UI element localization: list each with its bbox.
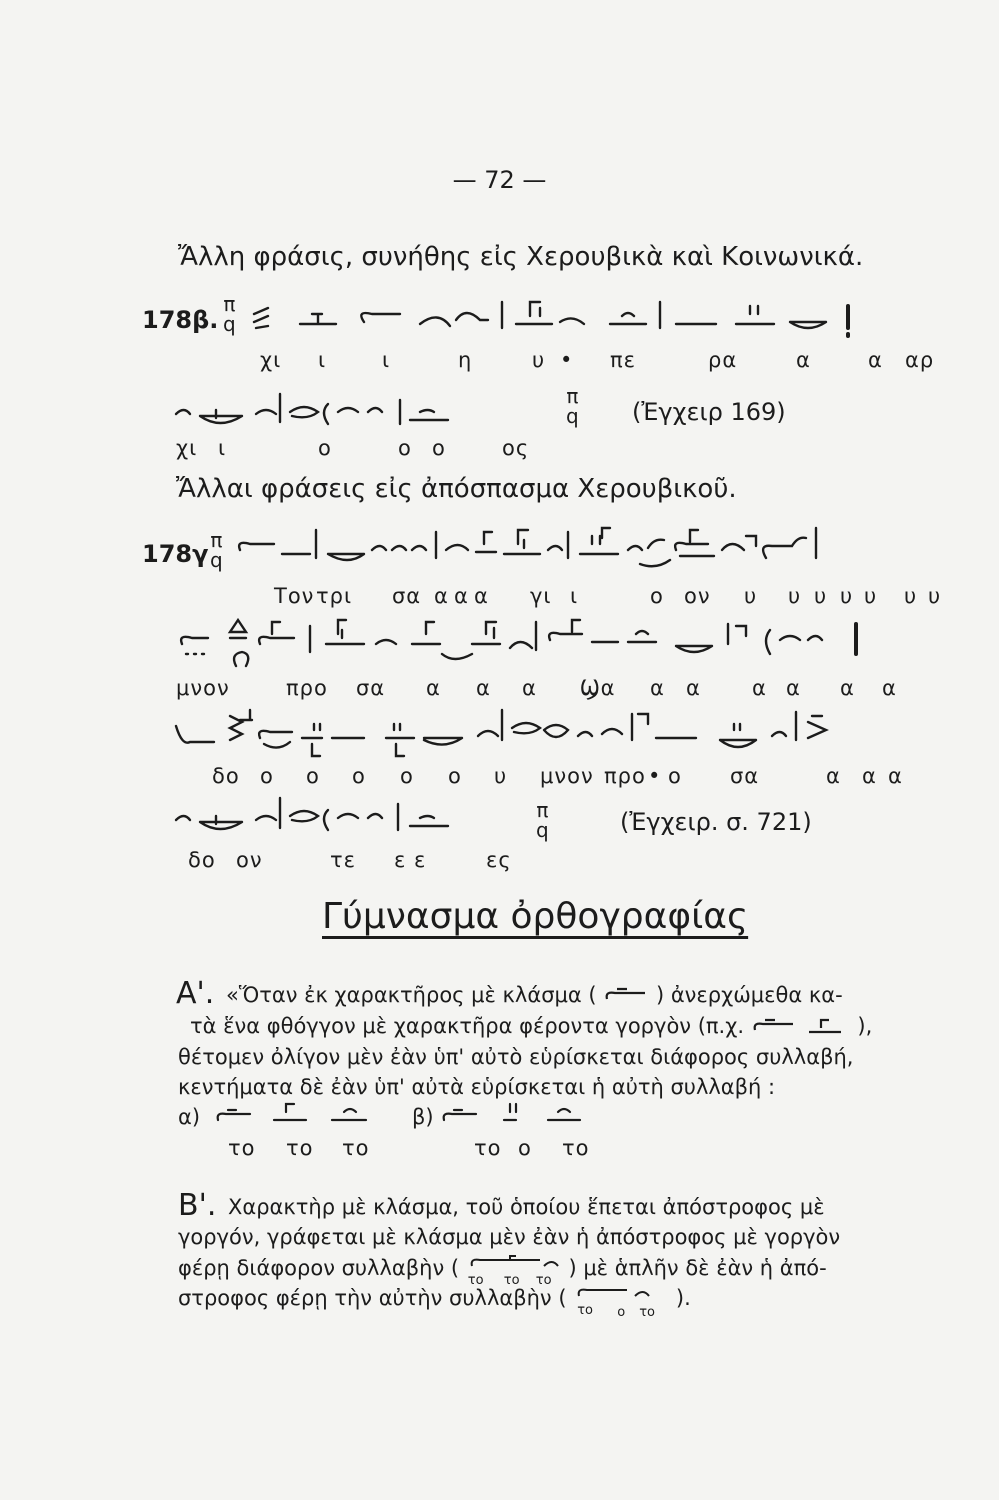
neume-mark: [324, 810, 328, 830]
syllable: χι: [176, 436, 198, 460]
neume-mark: [338, 814, 382, 818]
neume-mark: [361, 313, 400, 322]
mode-top: π: [566, 384, 579, 408]
neume-line-4: [176, 610, 936, 672]
neume-mark: [254, 308, 268, 328]
neume-mark: [410, 410, 448, 420]
inline-example-1: [466, 1254, 562, 1288]
syllable: προ: [286, 676, 328, 700]
text-segment: ).: [675, 1286, 691, 1310]
example-number-178b: 178β.: [142, 306, 219, 334]
syllable: ο: [518, 1136, 532, 1160]
syllable: ο: [352, 764, 366, 788]
syllable: το: [562, 1136, 590, 1160]
syllable: ο: [260, 764, 274, 788]
syllable: υ: [928, 584, 942, 608]
syllable: δο: [212, 764, 240, 788]
neume-mark: [274, 1104, 306, 1120]
syllable: ο: [448, 764, 462, 788]
neume-mark: [302, 724, 322, 756]
neume-mark: [176, 726, 214, 743]
syllable: α: [796, 348, 811, 372]
syllable: γι: [530, 584, 552, 608]
syllable: υ: [788, 584, 802, 608]
syllable: ρα: [708, 348, 738, 372]
mode-bottom: q: [223, 312, 236, 336]
neume-mark: [310, 620, 364, 652]
text-segment: στροφος φέρῃ τὴν αὐτὴν συλλαβὴν (: [178, 1286, 567, 1310]
neume-mark: [230, 710, 252, 740]
syllable: α: [522, 676, 537, 700]
syllable: το: [286, 1136, 314, 1160]
neume-mark: [181, 637, 208, 654]
neume-mark: [259, 731, 292, 748]
page-number: — 72 —: [452, 166, 547, 194]
reference-2: (Ἐγχειρ. σ. 721): [620, 808, 812, 836]
syllable: ο: [432, 436, 446, 460]
neume-mark: [628, 540, 670, 567]
neume-mark: [338, 408, 382, 412]
syllable: α: [786, 676, 801, 700]
syllable: ο: [398, 436, 412, 460]
neume-mark: [256, 394, 280, 422]
neume-mark: [290, 407, 318, 417]
exercise-b-line-2: γοργόν, γράφεται μὲ κλάσμα μὲν ἐὰν ἡ ἀπόστροφος μὲ γοργὸν: [178, 1225, 841, 1249]
syllable: πε: [610, 348, 636, 372]
neume-mark: [372, 546, 426, 550]
syllable: τρι: [316, 584, 353, 608]
syllable: υ: [814, 584, 828, 608]
neume-mark: [548, 532, 568, 558]
syllable: ο: [617, 1305, 626, 1320]
syllable: α: [868, 348, 883, 372]
syllable: το: [503, 1273, 520, 1288]
mode-bottom: q: [210, 548, 223, 572]
syllable: ι: [218, 436, 227, 460]
end-mode-signature-1: [566, 386, 579, 426]
syllable: το: [577, 1303, 593, 1318]
neume-mark: [510, 622, 536, 650]
text-segment: τὰ ἕνα φθόγγον μὲ χαρακτῆρα φέροντα γοργὸν (π.χ.: [190, 1014, 745, 1038]
syllable: η: [458, 348, 473, 372]
syllable: υ: [532, 348, 546, 372]
neume-mark: [328, 554, 364, 560]
case-b-neumes: [440, 1098, 600, 1132]
neume-mark: [548, 1109, 580, 1120]
neume-mark: [476, 532, 496, 552]
inline-example-2: [573, 1284, 669, 1320]
syllable: ος: [502, 436, 530, 460]
reference-1: (Ἐγχειρ 169): [632, 398, 786, 426]
syllable: τε: [330, 848, 356, 872]
neume-mark: [234, 652, 248, 666]
syllable: ον: [236, 848, 263, 872]
neume-mark: [230, 620, 246, 638]
syllable: ι: [570, 584, 579, 608]
syllable: αρ: [905, 348, 935, 372]
neume-mark: [176, 410, 190, 414]
mode-top: π: [536, 798, 549, 822]
syllable: το: [474, 1136, 502, 1160]
neume-mark: [722, 536, 756, 550]
neume-mark: [592, 631, 656, 642]
syllable: α: [474, 584, 489, 608]
neume-mark: [332, 1109, 366, 1120]
syllable: ο: [650, 584, 664, 608]
neume-mark: [478, 710, 502, 740]
syllable: υ: [494, 764, 508, 788]
text-segment: «Ὅταν ἐκ χαρακτῆρος μὲ κλάσμα (: [226, 983, 597, 1007]
exercise-b-line-4: [178, 1284, 691, 1320]
mode-bottom: q: [536, 818, 549, 842]
syllable: α: [888, 764, 903, 788]
neume-mark: [410, 816, 448, 826]
neume-mark: [436, 532, 468, 558]
syllable: α: [650, 676, 665, 700]
syllable: •: [560, 348, 574, 372]
syllable: υ: [840, 584, 854, 608]
neume-mark: [218, 1110, 250, 1120]
case-a-label: α): [178, 1105, 201, 1129]
case-a-neumes: [214, 1098, 384, 1132]
exercise-a-line-3: θέτομεν ὀλίγον μὲν ἐὰν ὑπ' αὐτὸ εὑρίσκεται διάφορος συλλαβή,: [178, 1045, 854, 1069]
neume-mark: [259, 622, 294, 644]
neume-mark: [504, 530, 540, 554]
syllable: α: [752, 676, 767, 700]
neume-mark: [512, 723, 568, 737]
neume-mark: [176, 816, 190, 820]
neume-mark: [424, 738, 462, 745]
neume-mark: [444, 1110, 476, 1120]
syllable: σα: [392, 584, 422, 608]
heading-other-phrases: Ἄλλαι φράσεις εἰς ἀπόσπασμα Χερουβικοῦ.: [176, 474, 737, 504]
neume-mark: [790, 322, 826, 328]
neume-mark: [456, 313, 488, 320]
neume-mark: [610, 313, 646, 324]
exercise-a-line-4: κεντήματα δὲ ἐὰν ὑπ' αὐτὰ εὑρίσκεται ἡ αὐτὴ συλλαβή :: [178, 1075, 776, 1099]
neume-mark: [736, 306, 774, 324]
neume-mark: [675, 530, 714, 556]
syllable: μνον: [176, 676, 230, 700]
syllable: χι: [260, 348, 282, 372]
text-segment: ) μὲ ἁπλῆν δὲ ἐὰν ἡ ἀπό-: [568, 1256, 827, 1280]
syllable: σα: [356, 676, 386, 700]
example-number-178c: 178γ: [142, 540, 209, 568]
syllable: υ: [904, 584, 918, 608]
neume-mark: [728, 624, 746, 644]
neume-mark: [560, 318, 584, 324]
syllable: το: [228, 1136, 256, 1160]
syllable: το: [467, 1273, 484, 1288]
mode-signature-2: [210, 530, 223, 570]
syllable: ες: [486, 848, 512, 872]
neume-mark: [412, 622, 472, 659]
syllable: α: [454, 584, 469, 608]
neume-line-1: [248, 292, 928, 342]
syllable: α: [426, 676, 441, 700]
syllable: το: [535, 1273, 552, 1288]
neume-mark: [549, 620, 582, 640]
end-mode-signature-2: [536, 800, 549, 840]
text-segment: ) ἀνερχώμεθα κα-: [655, 983, 843, 1007]
syllable: το: [639, 1305, 655, 1320]
neume-mark: [376, 640, 396, 644]
mode-top: π: [210, 528, 223, 552]
neume-line-5: [172, 700, 932, 764]
neume-mark: [324, 404, 328, 424]
neume-mark: [516, 302, 552, 324]
neume-mark: [256, 798, 280, 828]
klasma-symbol: [603, 985, 649, 1007]
syllable: α: [840, 676, 855, 700]
neume-mark: [578, 714, 648, 740]
syllable: α: [882, 676, 897, 700]
section-title: Γύμνασμα ὀρθογραφίας: [322, 896, 749, 937]
syllable: ε: [394, 848, 407, 872]
neume-mark: [763, 528, 816, 558]
syllable: προ: [604, 764, 646, 788]
neume-line-3: [236, 520, 936, 578]
syllable: Ϣα: [580, 676, 616, 700]
neume-mark: [200, 410, 242, 423]
syllable: •: [648, 764, 662, 788]
example-neumes: [751, 1016, 851, 1038]
text-segment: φέρῃ διάφορον συλλαβὴν (: [178, 1256, 460, 1280]
neume-mark: [239, 543, 274, 550]
syllable: ον: [684, 584, 711, 608]
neume-mark: [332, 724, 414, 756]
neume-mark: [504, 1104, 516, 1120]
syllable: ι: [382, 348, 391, 372]
text-segment: ),: [857, 1014, 873, 1038]
syllable: Τον: [274, 584, 315, 608]
mode-bottom: q: [566, 404, 579, 428]
syllable: α: [434, 584, 449, 608]
syllable: σα: [730, 764, 760, 788]
syllable: υ: [744, 584, 758, 608]
exercise-b-letter: Β'.: [178, 1188, 217, 1223]
syllable: ι: [318, 348, 327, 372]
syllable: ε: [414, 848, 427, 872]
neume-mark: [472, 622, 500, 644]
neume-mark: [676, 646, 712, 652]
syllable: ο: [318, 436, 332, 460]
syllable: α: [686, 676, 701, 700]
neume-line-6: [172, 790, 592, 846]
case-b-label: β): [412, 1105, 434, 1129]
neume-line-2: [172, 388, 572, 434]
neume-mark: [420, 317, 450, 326]
syllable: δο: [188, 848, 216, 872]
syllable: ο: [668, 764, 682, 788]
syllable: α: [826, 764, 841, 788]
syllable: ο: [306, 764, 320, 788]
syllable: α: [862, 764, 877, 788]
mode-top: π: [223, 292, 236, 316]
syllable: το: [342, 1136, 370, 1160]
heading-other-phrase: Ἄλλη φράσις, συνήθης εἰς Χερουβικὰ καὶ Κοινωνικά.: [178, 242, 864, 272]
exercise-a-letter: Α'.: [176, 976, 215, 1011]
exercise-a-line-1: [226, 982, 843, 1008]
neume-mark: [200, 816, 242, 829]
syllable: ο: [400, 764, 414, 788]
mode-signature-1: [223, 294, 236, 334]
neume-mark: [766, 630, 822, 654]
neume-mark: [772, 712, 826, 740]
neume-mark: [580, 528, 618, 554]
neume-mark: [300, 314, 336, 324]
neume-mark: [282, 530, 316, 558]
neume-mark: [290, 811, 318, 821]
neume-mark: [720, 724, 756, 747]
syllable: α: [476, 676, 491, 700]
exercise-a-line-2: [190, 1013, 872, 1039]
syllable: υ: [864, 584, 878, 608]
exercise-b-line-3: [178, 1254, 827, 1288]
syllable: μνον: [540, 764, 594, 788]
exercise-b-line-1: Χαρακτὴρ μὲ κλάσμα, τοῦ ὁποίου ἕπεται ἀπόστροφος μὲ: [228, 1195, 825, 1219]
